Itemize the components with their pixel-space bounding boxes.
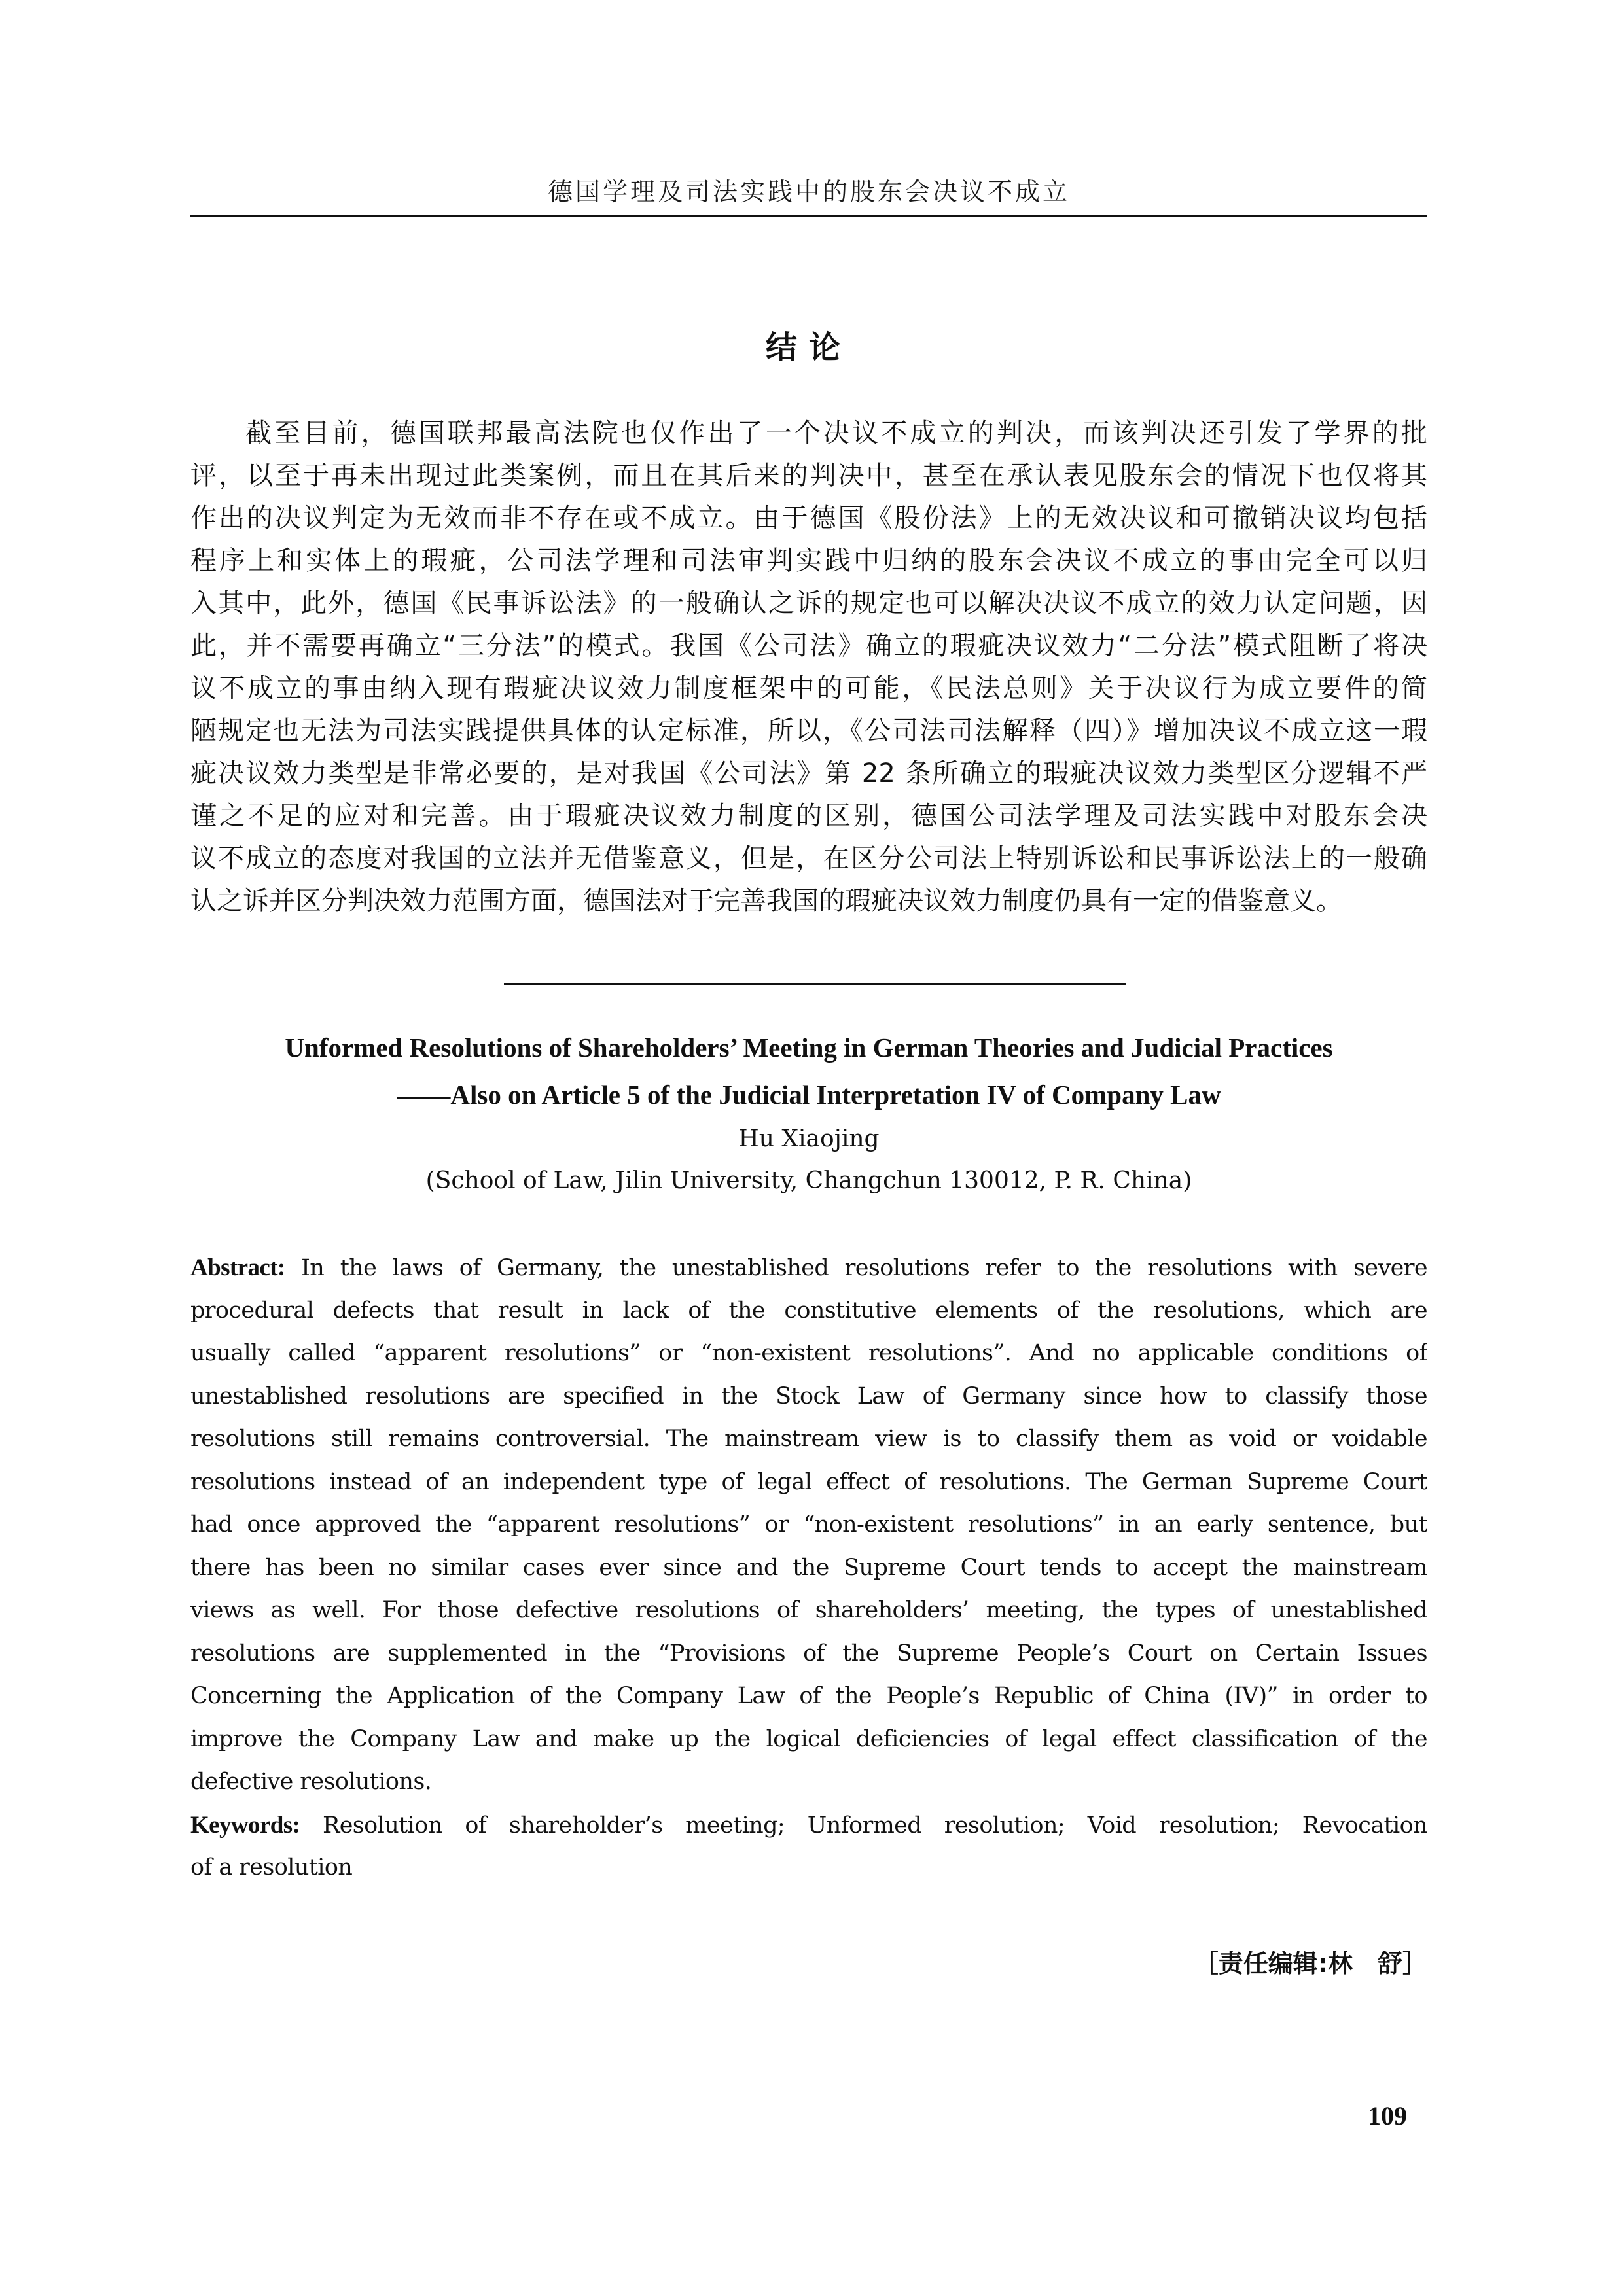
conclusion-line: 此，并不需要再确立“三分法”的模式。我国《公司法》确立的瑕疵决议效力“二分法”模式阻断了将决 bbox=[190, 631, 1427, 661]
page-number: 109 bbox=[1368, 2101, 1407, 2130]
conclusion-line: 入其中，此外，德国《民事诉讼法》的一般确认之诉的规定也可以解决决议不成立的效力认定问题，因 bbox=[190, 588, 1427, 618]
conclusion-line: 议不成立的态度对我国的立法并无借鉴意义，但是，在区分公司法上特别诉讼和民事诉讼法上的一般确 bbox=[190, 843, 1427, 874]
abstract-line: views as well. For those defective resolutions of shareholders’ meeting, the types of unestablished bbox=[190, 1597, 1427, 1623]
abstract-line: unestablished resolutions are specified in the Stock Law of Germany since how to classify those bbox=[190, 1383, 1427, 1409]
abstract-line: procedural defects that result in lack of the constitutive elements of the resolutions, which are bbox=[190, 1297, 1427, 1324]
author-name: Hu Xiaojing bbox=[738, 1125, 880, 1152]
conclusion-line: 谨之不足的应对和完善。由于瑕疵决议效力制度的区别，德国公司法学理及司法实践中对股东会决 bbox=[190, 801, 1427, 831]
keywords-text: Resolution of shareholder’s meeting; Unformed resolution; Void resolution; Revocation bbox=[300, 1812, 1427, 1839]
author-affiliation: (School of Law, Jilin University, Changchun 130012, P. R. China) bbox=[425, 1167, 1192, 1194]
keywords-label: Keywords: bbox=[190, 1811, 300, 1839]
abstract-line: had once approved the “apparent resolutions” or “non-existent resolutions” in an early sentence, but bbox=[190, 1511, 1427, 1538]
conclusion-line: 认之诉并区分判决效力范围方面，德国法对于完善我国的瑕疵决议效力制度仍具有一定的借鉴意义。 bbox=[190, 886, 1342, 916]
keywords-line bbox=[190, 1804, 1427, 1847]
english-title-subtitle: ——Also on Article 5 of the Judicial Interpretation IV of Company Law bbox=[397, 1080, 1221, 1110]
abstract-block bbox=[190, 1246, 1427, 1890]
abstract-line: resolutions still remains controversial. The mainstream view is to classify them as void or voidable bbox=[190, 1426, 1427, 1452]
keywords-line: of a resolution bbox=[190, 1854, 353, 1881]
abstract-line: there has been no similar cases ever since and the Supreme Court tends to accept the mainstream bbox=[190, 1554, 1427, 1581]
running-head: 德国学理及司法实践中的股东会决议不成立 bbox=[547, 177, 1070, 206]
abstract-line: resolutions are supplemented in the “Provisions of the Supreme People’s Court on Certain Issues bbox=[190, 1640, 1427, 1667]
conclusion-paragraph bbox=[190, 412, 1427, 923]
conclusion-line: 疵决议效力类型是非常必要的，是对我国《公司法》第 22 条所确立的瑕疵决议效力类型区分逻辑不严 bbox=[190, 758, 1427, 788]
abstract-line bbox=[190, 1246, 1427, 1290]
responsible-editor-note: ［责任编辑:林 舒］ bbox=[1193, 1949, 1427, 1978]
abstract-label: Abstract: bbox=[190, 1254, 285, 1281]
english-title bbox=[190, 1024, 1427, 1118]
abstract-line: resolutions instead of an independent type of legal effect of resolutions. The German Supreme Court bbox=[190, 1468, 1427, 1495]
conclusion-line: 议不成立的事由纳入现有瑕疵决议效力制度框架中的可能，《民法总则》关于决议行为成立要件的简 bbox=[190, 673, 1427, 703]
abstract-line: Concerning the Application of the Company Law of the People’s Republic of China (IV)” in order to bbox=[190, 1683, 1427, 1709]
header-rule bbox=[190, 215, 1427, 217]
abstract-line: defective resolutions. bbox=[190, 1769, 432, 1795]
english-title-main: Unformed Resolutions of Shareholders’ Meeting in German Theories and Judicial Practices bbox=[285, 1033, 1333, 1063]
abstract-text: In the laws of Germany, the unestablished resolutions refer to the resolutions with severe bbox=[285, 1255, 1427, 1281]
conclusion-line: 评，以至于再未出现过此类案例，而且在其后来的判决中，甚至在承认表见股东会的情况下也仅将其 bbox=[190, 461, 1427, 491]
conclusion-line: 截至目前，德国联邦最高法院也仅作出了一个决议不成立的判决，而该判决还引发了学界的批 bbox=[245, 418, 1427, 448]
conclusion-line: 程序上和实体上的瑕疵，公司法学理和司法审判实践中归纳的股东会决议不成立的事由完全可以归 bbox=[190, 546, 1427, 576]
conclusion-line: 陋规定也无法为司法实践提供具体的认定标准，所以，《公司法司法解释（四）》增加决议不成立这一瑕 bbox=[190, 716, 1427, 746]
abstract-line: usually called “apparent resolutions” or “non-existent resolutions”. And no applicable conditions of bbox=[190, 1340, 1427, 1366]
conclusion-line: 作出的决议判定为无效而非不存在或不成立。由于德国《股份法》上的无效决议和可撤销决议均包括 bbox=[190, 503, 1427, 533]
section-divider bbox=[504, 983, 1126, 985]
abstract-line: improve the Company Law and make up the logical deficiencies of legal effect classification of the bbox=[190, 1725, 1427, 1752]
section-heading-conclusion: 结论 bbox=[765, 329, 852, 366]
